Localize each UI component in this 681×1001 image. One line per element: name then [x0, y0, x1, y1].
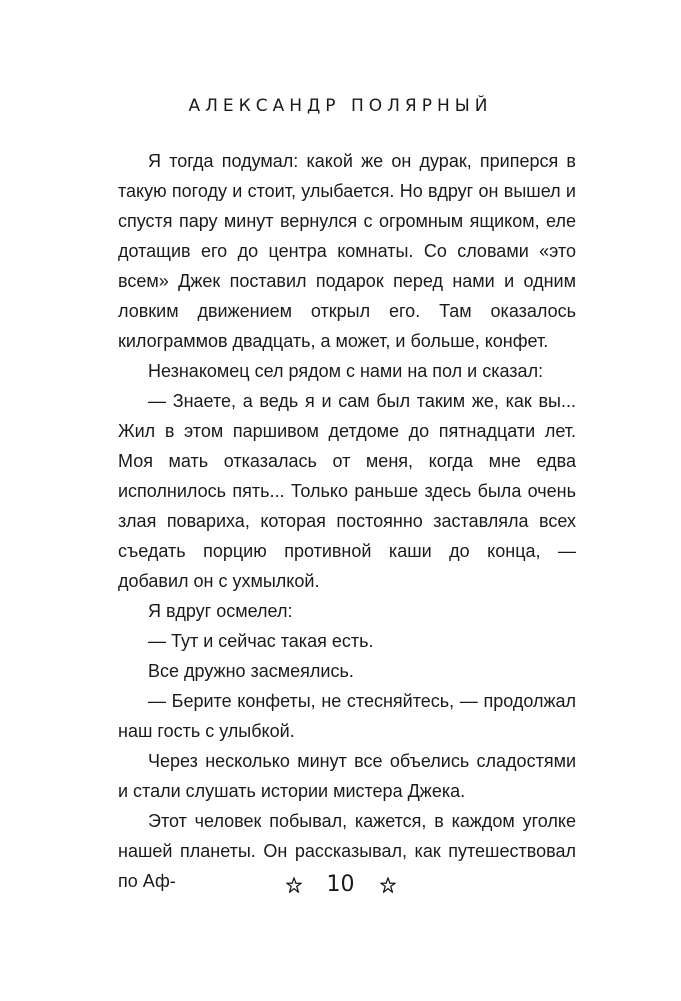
paragraph: Этот человек побывал, кажется, в каждом уголке нашей планеты. Он рассказывал, как путешествовал по Аф-	[118, 811, 576, 891]
star-icon	[379, 876, 397, 894]
running-header: АЛЕКСАНДР ПОЛЯРНЫЙ	[188, 96, 493, 116]
paragraph: — Берите конфеты, не стесняйтесь, — продолжал наш гость с улыбкой.	[118, 691, 576, 741]
page-footer	[0, 872, 681, 897]
page-body	[118, 146, 576, 896]
paragraph: Все дружно засмеялись.	[148, 661, 354, 681]
paragraph: — Тут и сейчас такая есть.	[148, 631, 374, 651]
paragraph: Я тогда подумал: какой же он дурак, приперся в такую погоду и стоит, улыбается. Но вдруг он вышел и спустя пару минут вернулся с огромным ящиком, еле дотащив его до центра комнаты. Со словами «это всем» Джек поставил подарок перед нами и одним ловким движением открыл его. Там оказалось килограммов двадцать, а может, и больше, конфет.	[118, 151, 576, 351]
star-icon	[285, 876, 303, 894]
paragraph: — Знаете, а ведь я и сам был таким же, как вы... Жил в этом паршивом детдоме до пятнадцати лет. Моя мать отказалась от меня, когда мне едва исполнилось пять... Только раньше здесь была очень злая повариха, которая постоянно заставляла всех съедать порцию противной каши до конца, — добавил он с ухмылкой.	[118, 391, 576, 591]
paragraph: Незнакомец сел рядом с нами на пол и сказал:	[148, 361, 544, 381]
paragraph: Через несколько минут все объелись сладостями и стали слушать истории мистера Джека.	[118, 751, 576, 801]
paragraph: Я вдруг осмелел:	[148, 601, 293, 621]
page-number: 10	[326, 872, 355, 897]
